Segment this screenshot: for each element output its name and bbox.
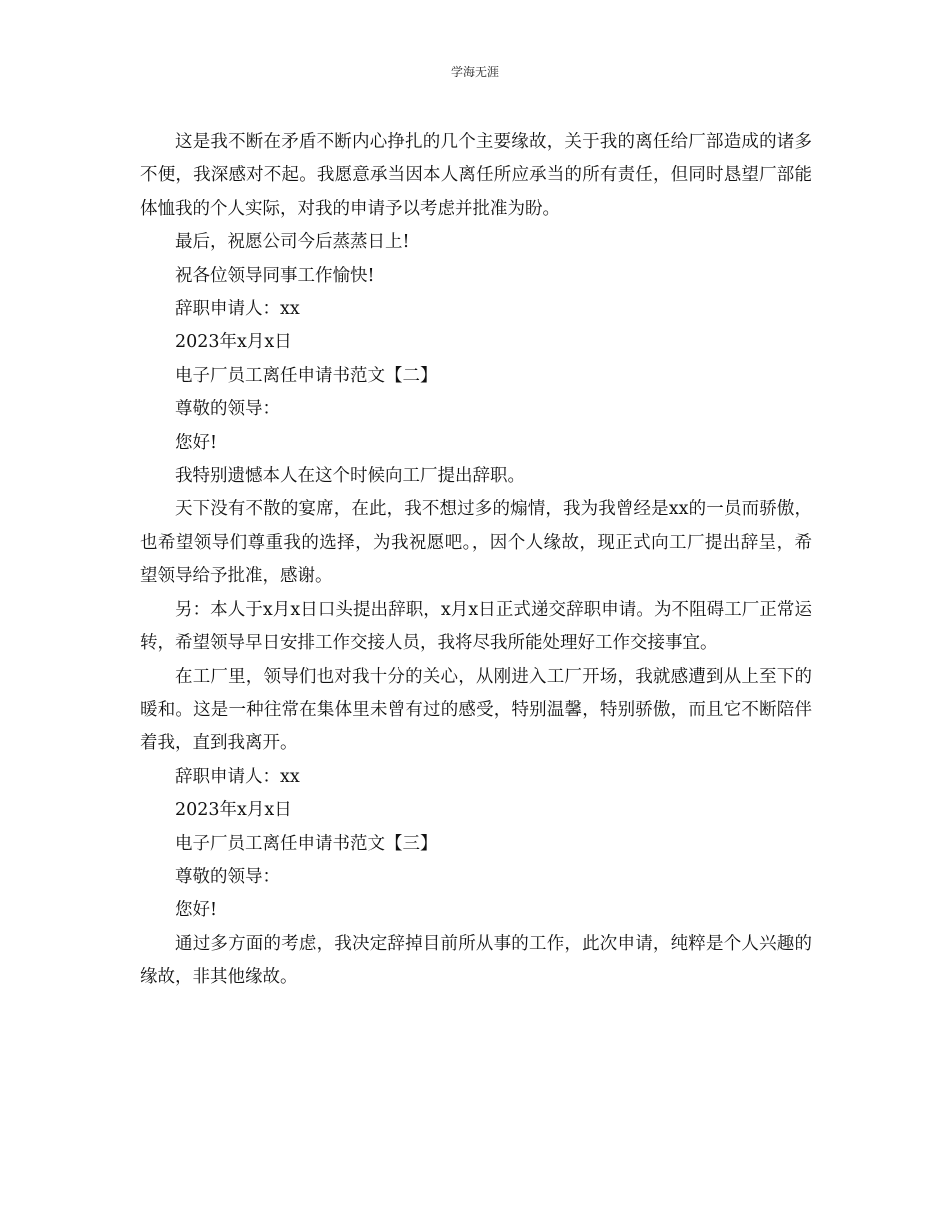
paragraph: 在工厂里，领导们也对我十分的关心，从刚进入工厂开场，我就感遭到从上至下的暖和。这是一种往常在集体里未曾有过的感受，特别温馨，特别骄傲，而且它不断陪伴着我，直到我离开。 — [140, 666, 812, 754]
document-body — [140, 126, 812, 995]
signature-line: 辞职申请人：xx — [175, 766, 300, 787]
paragraph: 我特别遗憾本人在这个时候向工厂提出辞职。 — [175, 466, 525, 487]
date-line: 2023年x月x日 — [175, 800, 292, 821]
paragraph: 另：本人于x月x日口头提出辞职，x月x日正式递交辞职申请。为不阻碍工厂正常运转，希望领导早日安排工作交接人员，我将尽我所能处理好工作交接事宜。 — [140, 599, 812, 654]
paragraph: 最后，祝愿公司今后蒸蒸日上! — [175, 232, 410, 253]
page-header: 学海无涯 — [450, 65, 499, 79]
greeting: 您好! — [175, 900, 218, 921]
date-line: 2023年x月x日 — [175, 332, 292, 353]
paragraph: 通过多方面的考虑，我决定辞掉目前所从事的工作，此次申请，纯粹是个人兴趣的缘故，非其他缘故。 — [140, 933, 812, 988]
salutation: 尊敬的领导： — [175, 399, 280, 420]
section-title: 电子厂员工离任申请书范文【二】 — [175, 365, 438, 386]
paragraph: 祝各位领导同事工作愉快! — [175, 265, 375, 286]
section-title: 电子厂员工离任申请书范文【三】 — [175, 833, 438, 854]
paragraph: 这是我不断在矛盾不断内心挣扎的几个主要缘故，关于我的离任给厂部造成的诸多不便，我深感对不起。我愿意承当因本人离任所应承当的所有责任，但同时恳望厂部能体恤我的个人实际，对我的申请予以考虑并批准为盼。 — [140, 132, 812, 219]
paragraph: 天下没有不散的宴席，在此，我不想过多的煽情，我为我曾经是xx的一员而骄傲，也希望领导们尊重我的选择，为我祝愿吧。，因个人缘故，现正式向工厂提出辞呈，希望领导给予批准，感谢。 — [140, 499, 812, 587]
salutation: 尊敬的领导： — [175, 866, 280, 887]
signature-line: 辞职申请人：xx — [175, 299, 300, 320]
greeting: 您好! — [175, 432, 218, 453]
